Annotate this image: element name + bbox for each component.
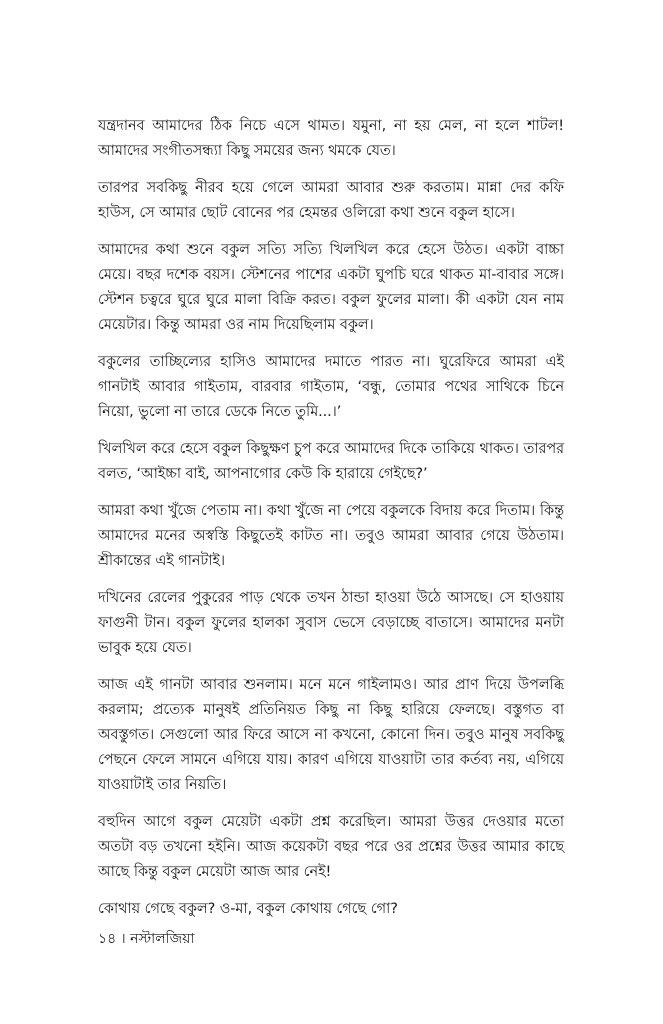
paragraph: কোথায় গেছে বকুল? ও-মা, বকুল কোথায় গেছে গো? [98,901,398,917]
paragraph: বকুলের তাচ্ছিল্যের হাসিও আমাদের দমাতে পারত না। ঘুরেফিরে আমরা এই গানটাই আবার গাইতাম, বারবার গাইতাম, ‘বন্ধু, তোমার পথের সাথিকে চিনে নিয়ো, ভুলো না তারে ডেকে নিতে তুমি...।’ [98,354,564,420]
paragraph: আমরা কথা খুঁজে পেতাম না। কথা খুঁজে না পেয়ে বকুলকে বিদায় করে দিতাম। কিন্তু আমাদের মনের অস্বস্তি কিছুতেই কাটত না। তবুও আমরা আবার গেয়ে উঠতাম। শ্রীকান্তের এই গানটাই। [98,503,564,569]
body-text [98,114,564,934]
paragraph: আমাদের কথা শুনে বকুল সত্যি সত্যি খিলখিল করে হেসে উঠত। একটা বাচ্চা মেয়ে। বছর দশেক বয়স। স্টেশনের পাশের একটা ঘুপচি ঘরে থাকত মা-বাবার সঙ্গে। স্টেশন চত্বরে ঘুরে ঘুরে মালা বিক্রি করত। বকুল ফুলের মালা। কী একটা যেন নাম মেয়েটার। কিন্তু আমরা ওর নাম দিয়েছিলাম বকুল। [98,242,564,333]
paragraph: আজ এই গানটা আবার শুনলাম। মনে মনে গাইলামও। আর প্রাণ দিয়ে উপলব্ধি করলাম; প্রত্যেক মানুষই প্রতিনিয়ত কিছু না কিছু হারিয়ে ফেলছে। বস্তুগত বা অবস্তুগত। সেগুলো আর ফিরে আসে না কখনো, কোনো দিন। তবুও মানুষ সবকিছু পেছনে ফেলে সামনে এগিয়ে যায়। কারণ এগিয়ে যাওয়াটা তার কর্তব্য নয়, এগিয়ে যাওয়াটাই তার নিয়তি। [98,677,564,793]
paragraph: যন্ত্রদানব আমাদের ঠিক নিচে এসে থামত। যমুনা, না হয় মেল, না হলে শাটল! আমাদের সংগীতসন্ধ্যা কিছু সময়ের জন্য থমকে যেত। [98,118,564,159]
paragraph: দখিনের রেলের পুকুরের পাড় থেকে তখন ঠান্ডা হাওয়া উঠে আসছে। সে হাওয়ায় ফাগুনী টান। বকুল ফুলের হালকা সুবাস ভেসে বেড়াচ্ছে বাতাসে। আমাদের মনটা ভাবুক হয়ে যেত। [98,590,564,656]
paragraph: বহুদিন আগে বকুল মেয়েটা একটা প্রশ্ন করেছিল। আমরা উত্তর দেওয়ার মতো অতটা বড় তখনো হইনি। আজ কয়েকটা বছর পরে ওর প্রশ্নের উত্তর আমার কাছে আছে কিন্তু বকুল মেয়েটা আজ আর নেই! [98,814,564,880]
paragraph: খিলখিল করে হেসে বকুল কিছুক্ষণ চুপ করে আমাদের দিকে তাকিয়ে থাকত। তারপর বলত, ‘আইচ্চা বাই, আপনাগোর কেউ কি হারায়ে গেইছে?’ [98,441,564,482]
page-footer: ১৪ । নস্টালজিয়া [98,931,195,947]
paragraph: তারপর সবকিছু নীরব হয়ে গেলে আমরা আবার শুরু করতাম। মান্না দের কফি হাউস, সে আমার ছোট বোনের পর হেমন্তর ওলিরো কথা শুনে বকুল হাসে। [98,180,564,221]
